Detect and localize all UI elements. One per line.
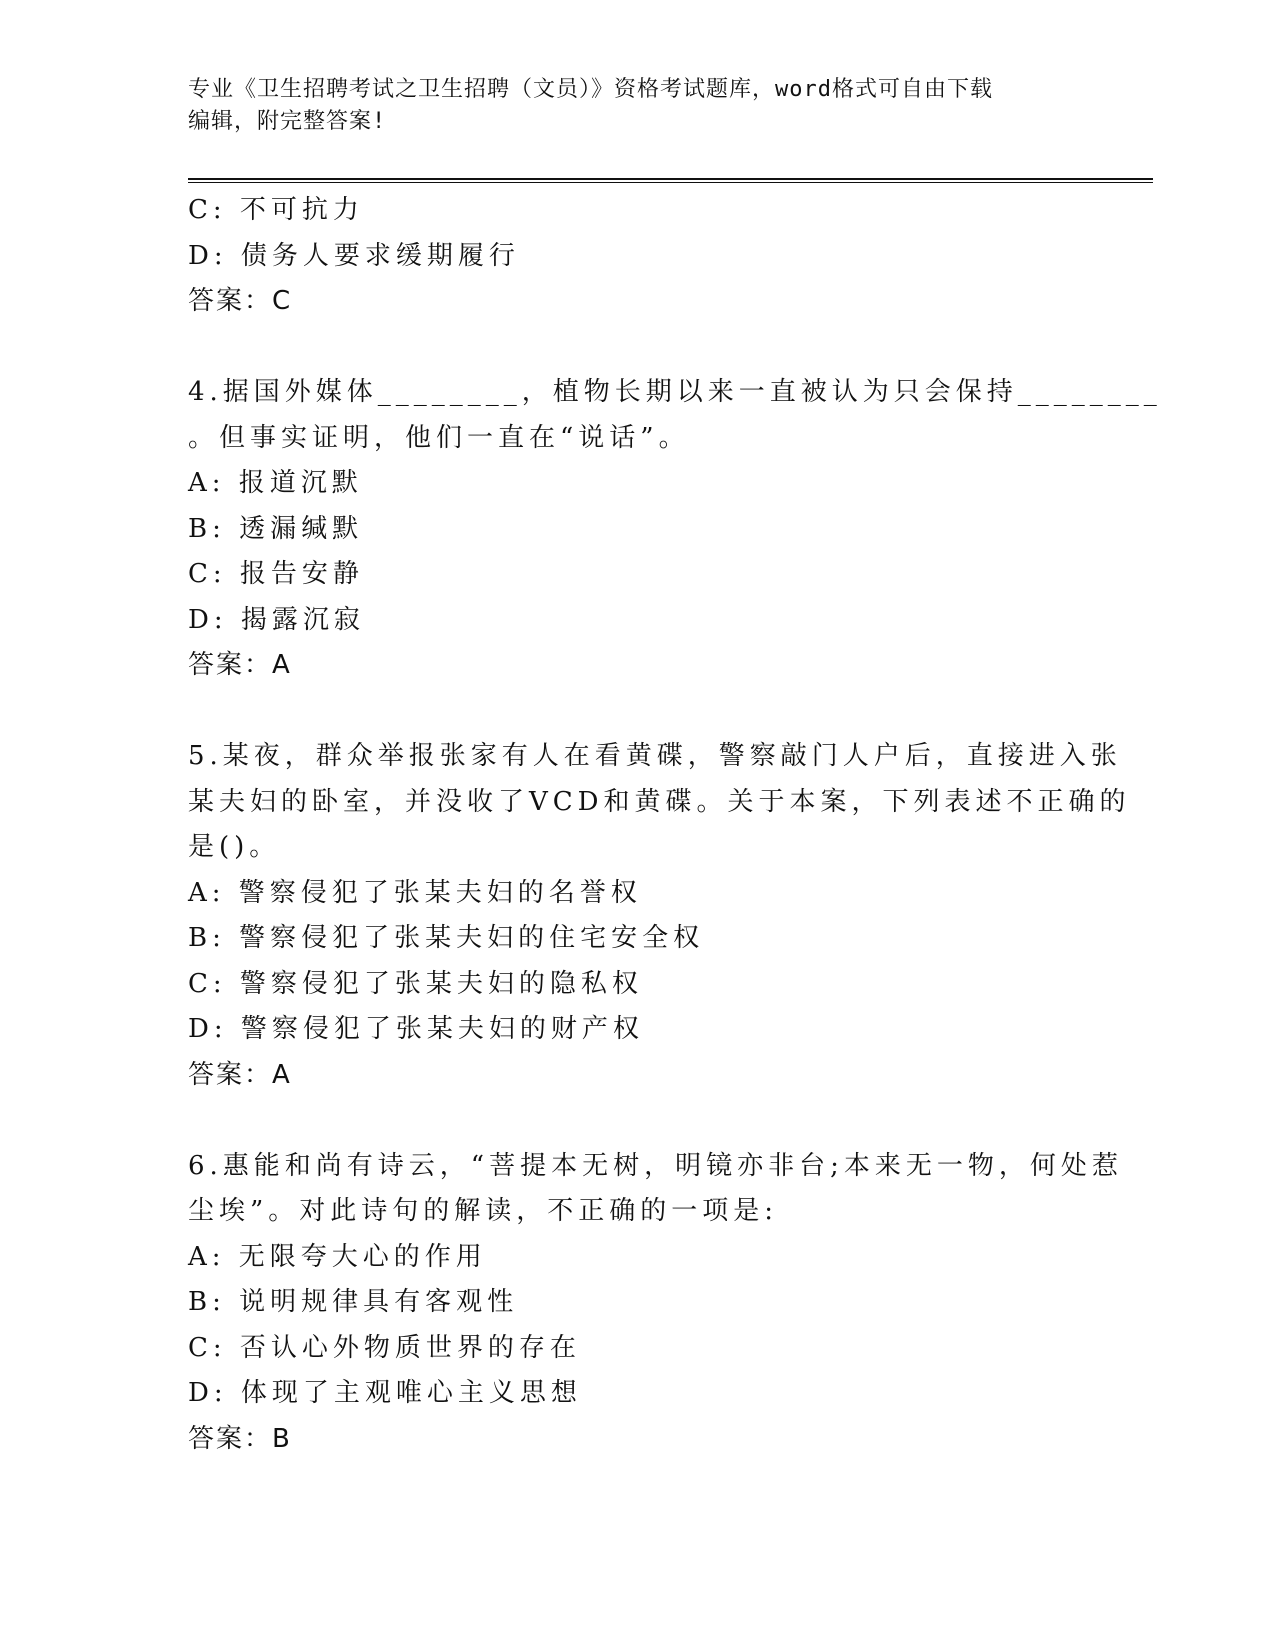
- option-a: A: 无限夸大心的作用: [188, 1241, 487, 1272]
- question-stem-line: 4.据国外媒体________，植物长期以来一直被认为只会保持________: [188, 377, 1162, 407]
- option-d: D: 警察侵犯了张某夫妇的财产权: [188, 1014, 644, 1044]
- header-line-2: 编辑，附完整答案!: [188, 109, 387, 134]
- partial-question: [188, 188, 1088, 325]
- option-d: D: 体现了主观唯心主义思想: [188, 1378, 582, 1408]
- option-a: A: 警察侵犯了张某夫妇的名誉权: [188, 877, 642, 908]
- spacer: [188, 325, 1088, 371]
- document-header: [188, 74, 1068, 138]
- option-c: C: 否认心外物质世界的存在: [188, 1332, 581, 1363]
- option-c: C: 报告安静: [188, 559, 364, 589]
- question-4: [188, 370, 1162, 689]
- option-c: C: 警察侵犯了张某夫妇的隐私权: [188, 968, 643, 999]
- spacer: [188, 1098, 1088, 1144]
- answer-line: 答案：B: [188, 1423, 292, 1454]
- option-d: D: 债务人要求缓期履行: [188, 240, 520, 271]
- option-b: B: 说明规律具有客观性: [188, 1287, 519, 1317]
- question-content: [188, 188, 1162, 1462]
- option-d: D: 揭露沉寂: [188, 604, 365, 635]
- question-stem-line: 是()。: [188, 832, 281, 862]
- answer-line: 答案：A: [188, 1059, 292, 1090]
- header-line-1: 专业《卫生招聘考试之卫生招聘（文员）》资格考试题库，word格式可自由下载: [188, 77, 993, 102]
- answer-line: 答案：A: [188, 650, 292, 680]
- option-b: B: 透漏缄默: [188, 513, 364, 544]
- answer-line: 答案：C: [188, 286, 293, 316]
- question-stem-line: 尘埃”。对此诗句的解读，不正确的一项是:: [188, 1196, 779, 1226]
- option-b: B: 警察侵犯了张某夫妇的住宅安全权: [188, 923, 705, 953]
- option-a: A: 报道沉默: [188, 468, 363, 498]
- header-divider: [188, 178, 1153, 180]
- question-stem-line: 6.惠能和尚有诗云，“菩提本无树，明镜亦非台;本来无一物，何处惹: [188, 1150, 1123, 1181]
- question-stem-line: 5.某夜，群众举报张家有人在看黄碟，警察敲门人户后，直接进入张: [188, 741, 1122, 771]
- question-stem-line: 某夫妇的卧室，并没收了VCD和黄碟。关于本案，下列表述不正确的: [188, 786, 1131, 817]
- question-6: [188, 1144, 1123, 1463]
- question-5: [188, 734, 1131, 1098]
- header-divider-thin: [188, 182, 1153, 183]
- spacer: [188, 689, 1088, 735]
- option-c: C: 不可抗力: [188, 195, 364, 225]
- question-stem-line: 。但事实证明，他们一直在“说话”。: [188, 422, 690, 453]
